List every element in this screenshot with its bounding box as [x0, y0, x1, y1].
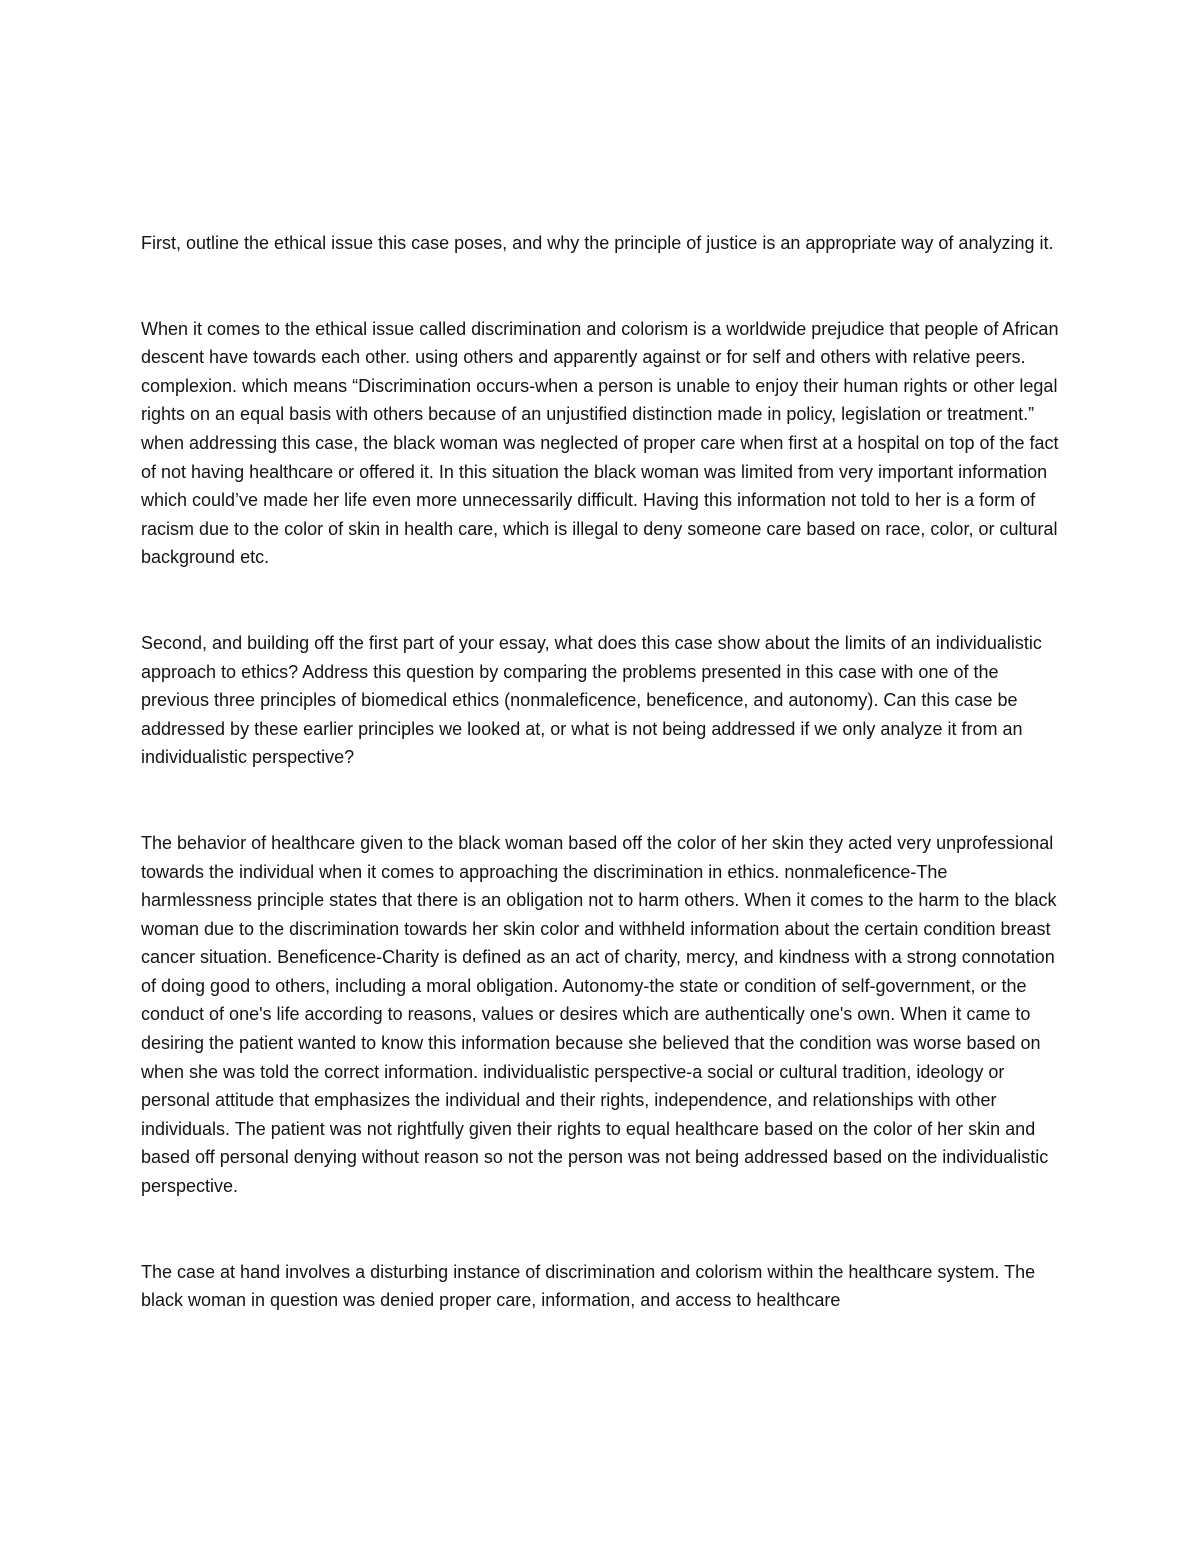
- paragraph-spacer: [141, 772, 1061, 829]
- paragraph-spacer: [141, 1201, 1061, 1258]
- paragraph-spacer: [141, 572, 1061, 629]
- answer-two-paragraph: The behavior of healthcare given to the black woman based off the color of her skin they acted very unprofessional towards the individual when it comes to approaching the discrimination in ethics. nonmaleficence-The harmlessness principle states that there is an obligation not to harm others. When it comes to the harm to the black woman due to the discrimination towards her skin color and withheld information about the certain condition breast cancer situation. Beneficence-Charity is defined as an act of charity, mercy, and kindness with a strong connotation of doing good to others, including a moral obligation. Autonomy-the state or condition of self-government, or the conduct of one's life according to reasons, values or desires which are authentically one's own. When it came to desiring the patient wanted to know this information because she believed that the condition was worse based on when she was told the correct information. individualistic perspective-a social or cultural tradition, ideology or personal attitude that emphasizes the individual and their rights, independence, and relationships with other individuals. The patient was not rightfully given their rights to equal healthcare based on the color of her skin and based off personal denying without reason so not the person was not being addressed based on the individualistic perspective.: [141, 832, 1057, 1197]
- question-two-prompt: Second, and building off the first part of your essay, what does this case show about the limits of an individualistic approach to ethics? Address this question by comparing the problems presented in this case with one of the previous three principles of biomedical ethics (nonmaleficence, beneficence, and autonomy). Can this case be addressed by these earlier principles we looked at, or what is not being addressed if we only analyze it from an individualistic perspective?: [141, 632, 1042, 768]
- conclusion-paragraph: The case at hand involves a disturbing instance of discrimination and colorism within the healthcare system. The black woman in question was denied proper care, information, and access to healthcare: [141, 1261, 1036, 1311]
- answer-one-paragraph: When it comes to the ethical issue called discrimination and colorism is a worldwide prejudice that people of African descent have towards each other. using others and apparently against or for self and others with relative peers. complexion. which means “Discrimination occurs-when a person is unable to enjoy their human rights or other legal rights on an equal basis with others because of an unjustified distinction made in policy, legislation or treatment.” when addressing this case, the black woman was neglected of proper care when first at a hospital on top of the fact of not having healthcare or offered it. In this situation the black woman was limited from very important information which could’ve made her life even more unnecessarily difficult. Having this information not told to her is a form of racism due to the color of skin in health care, which is illegal to deny someone care based on race, color, or cultural background etc.: [141, 318, 1059, 568]
- paragraph-spacer: [141, 258, 1061, 315]
- question-one-prompt: First, outline the ethical issue this case poses, and why the principle of justice is an appropriate way of analyzing it.: [141, 233, 1054, 253]
- document-body: [141, 229, 1061, 1315]
